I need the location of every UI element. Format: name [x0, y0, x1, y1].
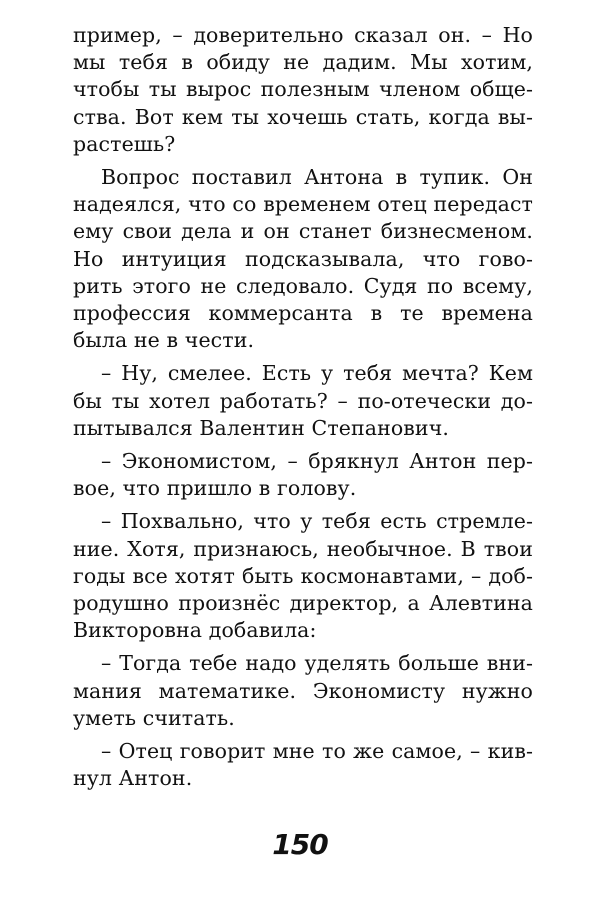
text-line: надеялся, что со временем отец передаст: [73, 192, 533, 217]
text-line: – Отец говорит мне то же самое, – кив-: [101, 739, 533, 764]
text-line: вое, что пришло в голову.: [73, 476, 357, 501]
text-line: растешь?: [73, 131, 176, 156]
text-line: чтобы ты вырос полезным членом обще-: [73, 77, 533, 102]
paragraph-2: [73, 164, 533, 354]
text-line: – Тогда тебе надо уделять больше вни-: [101, 651, 533, 676]
text-line: была не в чести.: [73, 328, 255, 353]
text-line: родушно произнёс директор, а Алевтина: [73, 591, 533, 616]
text-line: ние. Хотя, признаюсь, необычное. В твои: [73, 536, 533, 561]
text-line: мания математике. Экономисту нужно: [73, 678, 533, 703]
text-line: годы все хотят быть космонавтами, – доб-: [73, 563, 533, 588]
text-line: профессия коммерсанта в те времена: [73, 301, 533, 326]
text-line: мы тебя в обиду не дадим. Мы хотим,: [73, 50, 533, 75]
paragraph-1: [73, 22, 533, 158]
page-number: 150: [272, 828, 328, 861]
paragraph-4: [73, 448, 533, 502]
text-line: – Ну, смелее. Есть у тебя мечта? Кем: [101, 361, 533, 386]
text-line: – Экономистом, – брякнул Антон пер-: [101, 449, 533, 474]
text-line: ства. Вот кем ты хочешь стать, когда вы-: [73, 104, 533, 129]
text-line: нул Антон.: [73, 766, 193, 791]
page-body: [73, 22, 533, 798]
paragraph-5: [73, 508, 533, 644]
text-line: бы ты хотел работать? – по-отечески до-: [73, 388, 533, 413]
text-line: ему свои дела и он станет бизнесменом.: [73, 219, 533, 244]
text-line: Вопрос поставил Антона в тупик. Он: [101, 165, 533, 190]
paragraph-3: [73, 360, 533, 442]
text-line: рить этого не следовало. Судя по всему,: [73, 273, 533, 298]
text-line: пример, – доверительно сказал он. – Но: [73, 23, 533, 47]
text-line: пытывался Валентин Степанович.: [73, 415, 449, 440]
paragraph-7: [73, 738, 533, 792]
text-line: Викторовна добавила:: [73, 618, 317, 643]
text-line: – Похвально, что у тебя есть стремле-: [101, 509, 533, 534]
paragraph-6: [73, 650, 533, 732]
text-line: Но интуиция подсказывала, что гово-: [73, 246, 533, 271]
text-line: уметь считать.: [73, 705, 235, 730]
